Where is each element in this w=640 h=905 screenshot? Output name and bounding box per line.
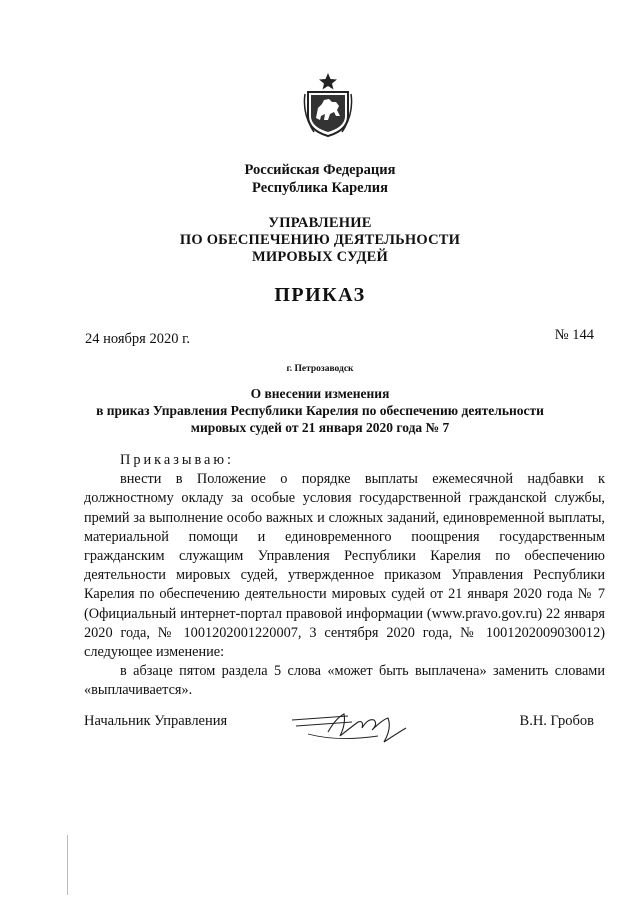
- doc-title: ПРИКАЗ: [274, 284, 366, 306]
- org-line-1: УПРАВЛЕНИЕ: [268, 215, 372, 231]
- scan-margin-line: [67, 835, 68, 895]
- order-body: [84, 451, 605, 701]
- subject-line-3: мировых судей от 21 января 2020 года № 7: [190, 420, 450, 435]
- subject-line-2: в приказ Управления Республики Карелия по обеспечению деятельности: [96, 403, 544, 418]
- order-date: 24 ноября 2020 г.: [85, 331, 191, 347]
- order-word: Приказываю:: [120, 452, 235, 468]
- handwritten-signature: [288, 698, 418, 750]
- body-paragraph-2: в абзаце пятом раздела 5 слова «может быть выплачена» заменить словами «выплачивается».: [84, 663, 605, 699]
- body-paragraph-1: внести в Положение о порядке выплаты ежемесячной надбавки к должностному окладу за особые условия государственной гражданской службы, премий за выполнение особо важных и сложных заданий, единовременной выплаты, материальной помощи и единовременного поощрения государственным гражданским служащим Управления Республики Карелия по обеспечению деятельности мировых судей, утвержденное приказом Управления Республики Карелия по обеспечению деятельности мировых судей от 21 января 2020 года № 7 (Официальный интернет-портал правовой информации (www.pravo.gov.ru) 22 января 2020 года, № 1001202001220007, 3 сентября 2020 года, № 1001202009030012) следующее изменение:: [84, 471, 605, 661]
- order-number: № 144: [554, 327, 594, 343]
- signer-name: В.Н. Гробов: [519, 713, 594, 729]
- city-name: г. Петрозаводск: [286, 364, 354, 374]
- country-name: Российская Федерация: [244, 162, 396, 178]
- coat-of-arms-icon: [302, 72, 354, 138]
- signer-position: Начальник Управления: [84, 713, 228, 729]
- republic-name: Республика Карелия: [252, 180, 388, 196]
- subject-line-1: О внесении изменения: [250, 386, 390, 401]
- org-line-2: ПО ОБЕСПЕЧЕНИЮ ДЕЯТЕЛЬНОСТИ: [179, 232, 461, 248]
- org-line-3: МИРОВЫХ СУДЕЙ: [251, 249, 388, 265]
